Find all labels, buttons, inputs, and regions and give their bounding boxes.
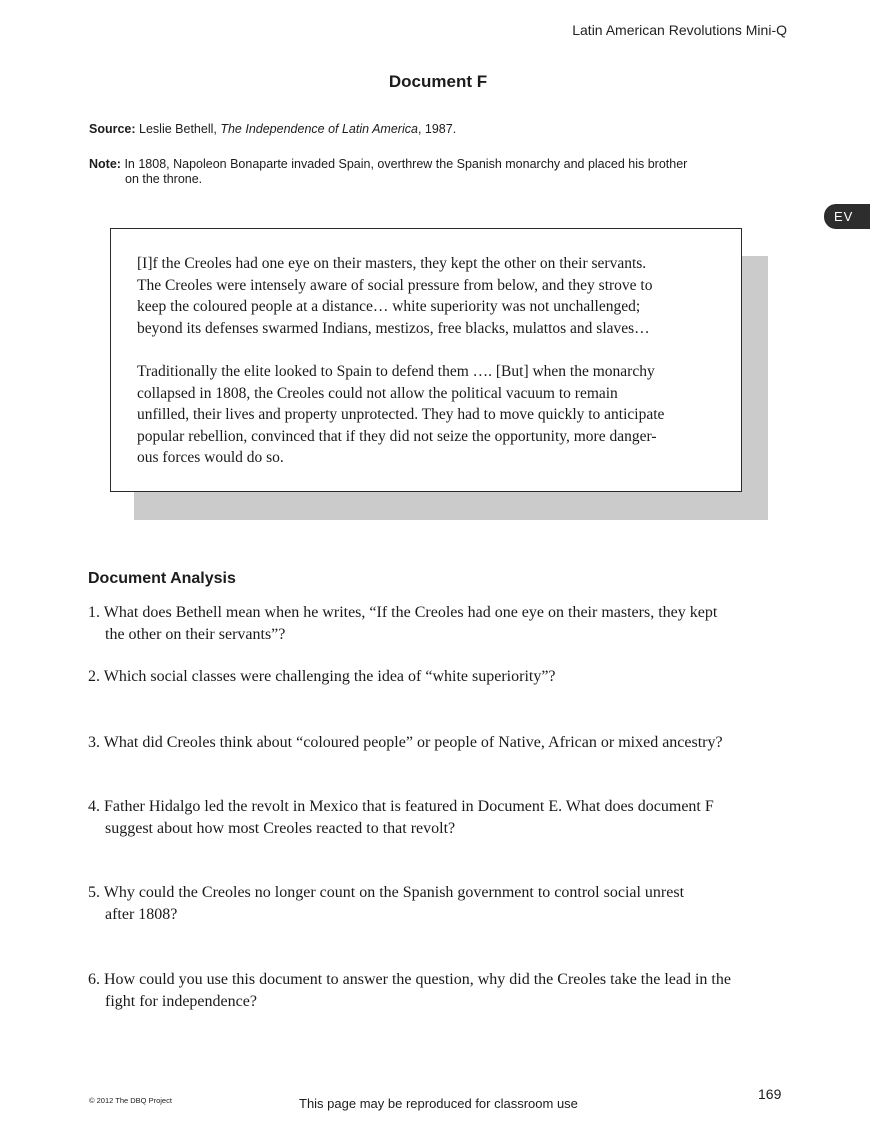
copyright-notice: © 2012 The DBQ Project bbox=[89, 1096, 172, 1105]
source-year: , 1987. bbox=[417, 122, 457, 136]
reproduction-notice: This page may be reproduced for classroom use bbox=[299, 1096, 578, 1111]
question-line: fight for independence? bbox=[105, 992, 257, 1010]
source-label: Source: bbox=[89, 122, 136, 136]
quote-paragraph-1 bbox=[137, 253, 727, 339]
quote-paragraph-2 bbox=[137, 361, 727, 469]
note-label: Note: bbox=[89, 157, 121, 171]
question-line: 6. How could you use this document to answer the question, why did the Creoles take the lead in the bbox=[88, 971, 731, 988]
question-line: 5. Why could the Creoles no longer count on the Spanish government to control social unrest bbox=[88, 884, 685, 901]
quote-line: popular rebellion, convinced that if they did not seize the opportunity, more danger- bbox=[137, 427, 657, 445]
note-line-1 bbox=[89, 157, 729, 172]
question-6 bbox=[88, 969, 788, 1012]
quote-text bbox=[137, 253, 727, 469]
quote-line: collapsed in 1808, the Creoles could not allow the political vacuum to remain bbox=[137, 384, 618, 402]
question-2 bbox=[88, 666, 788, 688]
quote-box bbox=[110, 228, 742, 492]
quote-line: ous forces would do so. bbox=[137, 449, 284, 466]
question-line: 3. What did Creoles think about “coloured people” or people of Native, African or mixed ancestry? bbox=[88, 734, 723, 751]
question-5 bbox=[88, 882, 788, 925]
quote-line: [I]f the Creoles had one eye on their masters, they kept the other on their servants. bbox=[137, 255, 647, 272]
question-line: the other on their servants”? bbox=[105, 625, 286, 643]
quote-line: The Creoles were intensely aware of social pressure from below, and they strove to bbox=[137, 276, 653, 294]
quote-line: beyond its defenses swarmed Indians, mestizos, free blacks, mulattos and slaves… bbox=[137, 319, 650, 337]
document-title: Document F bbox=[388, 72, 488, 91]
source-work-title: The Independence of Latin America bbox=[220, 122, 418, 136]
question-line: suggest about how most Creoles reacted to that revolt? bbox=[105, 819, 456, 837]
source-line bbox=[89, 122, 456, 136]
quote-line: unfilled, their lives and property unprotected. They had to move quickly to anticipate bbox=[137, 406, 665, 423]
analysis-heading: Document Analysis bbox=[88, 570, 236, 587]
question-1 bbox=[88, 602, 788, 645]
running-head: Latin American Revolutions Mini-Q bbox=[572, 22, 787, 38]
note-line-2: on the throne. bbox=[125, 172, 203, 186]
question-line: 1. What does Bethell mean when he writes, “If the Creoles had one eye on their masters, they kept bbox=[88, 604, 718, 621]
quote-line: Traditionally the elite looked to Spain to defend them …. [But] when the monarchy bbox=[137, 363, 655, 380]
question-line: 2. Which social classes were challenging the idea of “white superiority”? bbox=[88, 668, 556, 685]
note-text-1: In 1808, Napoleon Bonaparte invaded Spain, overthrew the Spanish monarchy and placed his brother bbox=[124, 157, 688, 171]
question-3 bbox=[88, 732, 788, 754]
question-line: 4. Father Hidalgo led the revolt in Mexico that is featured in Document E. What does document F bbox=[88, 798, 714, 815]
side-tab-badge: EV bbox=[824, 204, 870, 229]
question-line: after 1808? bbox=[105, 905, 178, 923]
source-author: Leslie Bethell, bbox=[139, 122, 217, 136]
note-block bbox=[89, 157, 729, 187]
quote-line: keep the coloured people at a distance… white superiority was not unchallenged; bbox=[137, 298, 641, 315]
question-4 bbox=[88, 796, 788, 839]
page-number: 169 bbox=[758, 1086, 782, 1102]
